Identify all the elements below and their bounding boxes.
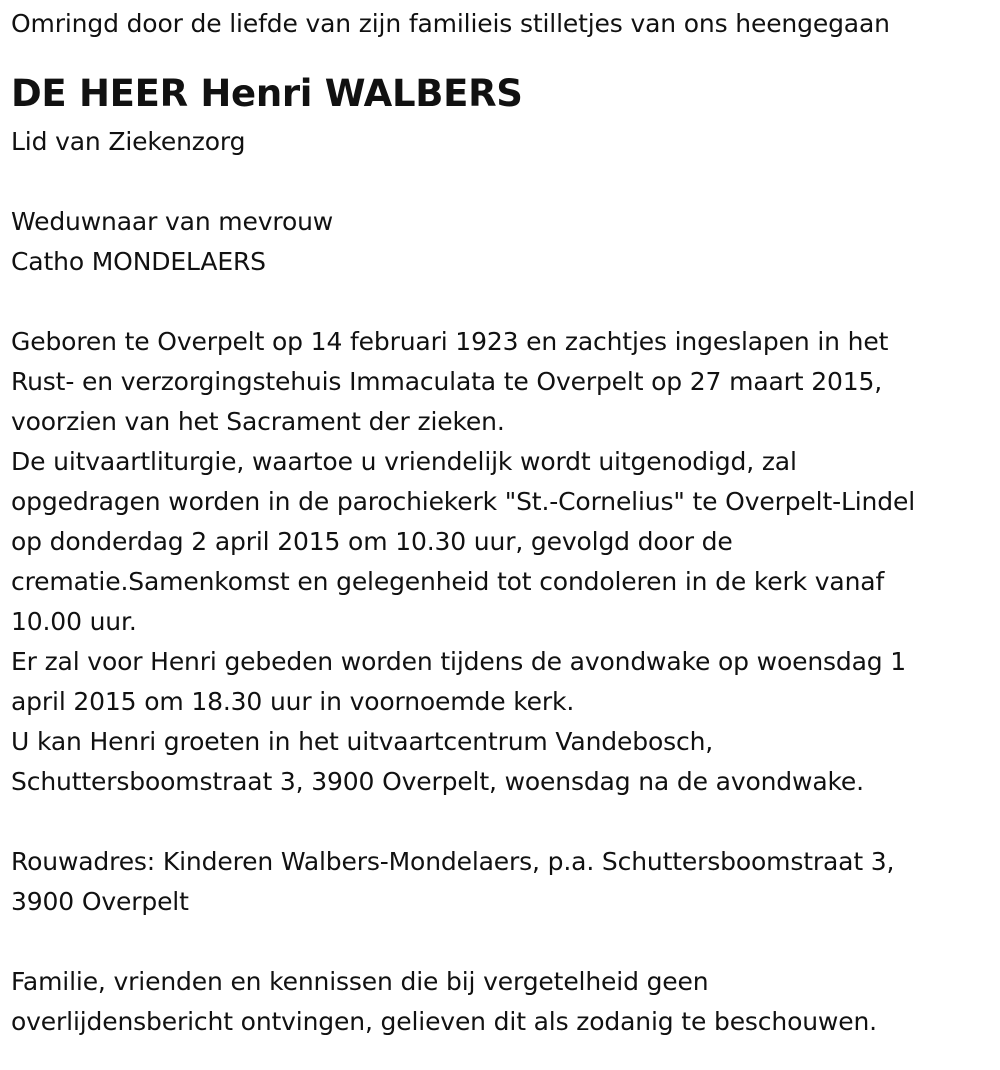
spacer [11, 922, 991, 962]
obituary-notice [11, 0, 991, 1042]
details-line: op donderdag 2 april 2015 om 10.30 uur, gevolgd door de [11, 527, 733, 556]
address-line: 3900 Overpelt [11, 887, 189, 916]
closing-line: Familie, vrienden en kennissen die bij vergetelheid geen [11, 967, 709, 996]
spacer [11, 162, 991, 202]
membership-text: Lid van Ziekenzorg [11, 127, 246, 156]
details-line: De uitvaartliturgie, waartoe u vriendelijk wordt uitgenodigd, zal [11, 447, 797, 476]
address-block [11, 842, 991, 922]
details-line: Geboren te Overpelt op 14 februari 1923 en zachtjes ingeslapen in het [11, 327, 889, 356]
details-line: voorzien van het Sacrament der zieken. [11, 407, 505, 436]
details-line: Rust- en verzorgingstehuis Immaculata te Overpelt op 27 maart 2015, [11, 367, 883, 396]
details-block [11, 322, 991, 802]
details-line: U kan Henri groeten in het uitvaartcentrum Vandebosch, [11, 727, 714, 756]
spouse-block [11, 202, 991, 282]
details-line: 10.00 uur. [11, 607, 137, 636]
details-line: Schuttersboomstraat 3, 3900 Overpelt, woensdag na de avondwake. [11, 767, 864, 796]
closing-block [11, 962, 991, 1042]
details-line: Er zal voor Henri gebeden worden tijdens de avondwake op woensdag 1 [11, 647, 907, 676]
details-line: opgedragen worden in de parochiekerk "St.-Cornelius" te Overpelt-Lindel [11, 487, 915, 516]
spacer [11, 282, 991, 322]
details-line: crematie.Samenkomst en gelegenheid tot condoleren in de kerk vanaf [11, 567, 885, 596]
spouse-line: Catho MONDELAERS [11, 247, 266, 276]
address-line: Rouwadres: Kinderen Walbers-Mondelaers, p.a. Schuttersboomstraat 3, [11, 847, 895, 876]
spacer [11, 802, 991, 842]
spouse-line: Weduwnaar van mevrouw [11, 207, 334, 236]
intro-text: Omringd door de liefde van zijn familieis stilletjes van ons heengegaan [11, 9, 890, 38]
details-line: april 2015 om 18.30 uur in voornoemde kerk. [11, 687, 575, 716]
deceased-name: DE HEER Henri WALBERS [11, 72, 523, 115]
closing-line: overlijdensbericht ontvingen, gelieven dit als zodanig te beschouwen. [11, 1007, 877, 1036]
